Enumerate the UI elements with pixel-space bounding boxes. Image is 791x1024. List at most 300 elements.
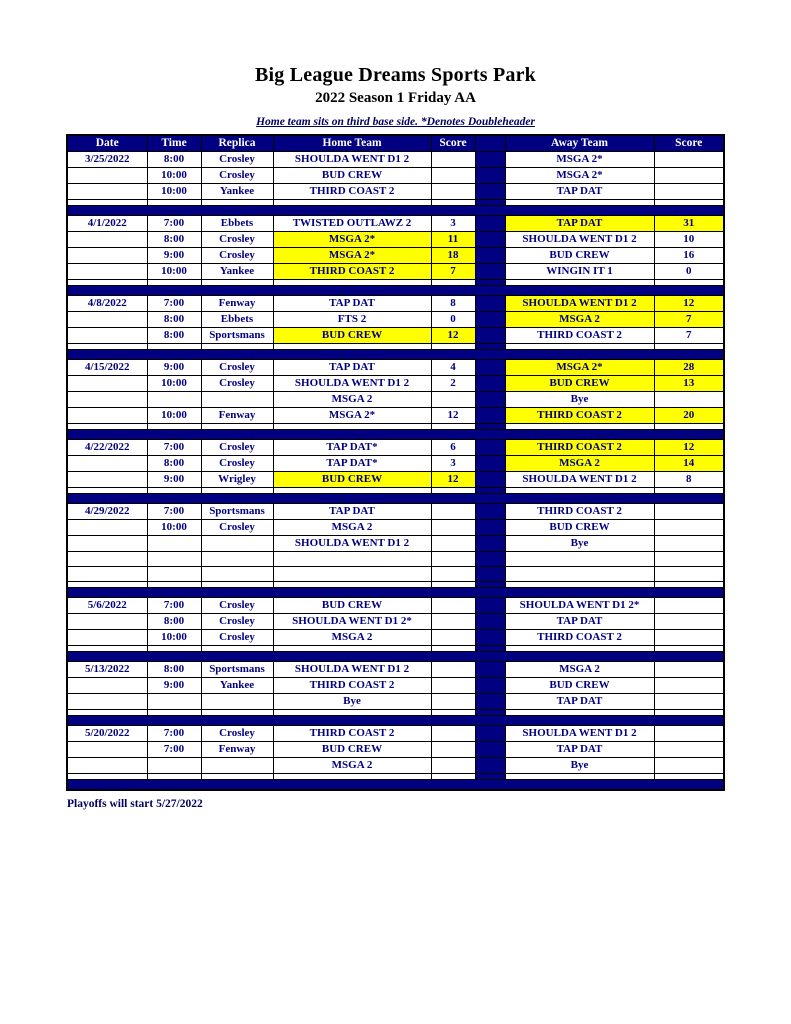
away-team-cell: Bye [505,536,654,552]
time-cell: 10:00 [147,630,201,646]
away-team-cell: BUD CREW [505,520,654,536]
away-score-cell: 7 [654,312,724,328]
replica-cell: Crosley [201,152,273,168]
replica-cell: Ebbets [201,312,273,328]
away-team-cell [505,552,654,567]
home-team-cell: SHOULDA WENT D1 2 [273,376,431,392]
date-cell [67,614,147,630]
time-cell: 8:00 [147,328,201,344]
game-row [67,504,724,520]
away-team-cell: Bye [505,392,654,408]
game-row [67,360,724,376]
vs-cell: vs [475,504,505,520]
away-score-cell [654,552,724,567]
separator-bar [67,588,724,598]
home-team-cell: FTS 2 [273,312,431,328]
home-score-cell: 6 [431,440,475,456]
vs-cell: vs [475,742,505,758]
bar-row [67,716,724,726]
game-row [67,376,724,392]
date-cell [67,248,147,264]
away-score-cell: 12 [654,440,724,456]
date-cell [67,232,147,248]
time-cell: 8:00 [147,312,201,328]
replica-cell [201,758,273,774]
home-team-cell: BUD CREW [273,168,431,184]
bar-row [67,350,724,360]
time-cell: 9:00 [147,248,201,264]
vs-cell: vs [475,726,505,742]
date-cell [67,328,147,344]
replica-cell: Sportsmans [201,504,273,520]
date-cell [67,536,147,552]
home-score-cell: 2 [431,376,475,392]
replica-cell: Crosley [201,168,273,184]
vs-cell: vs [475,328,505,344]
vs-cell: vs [475,248,505,264]
time-cell: 8:00 [147,456,201,472]
home-score-cell [431,536,475,552]
away-team-cell: MSGA 2* [505,152,654,168]
away-score-cell [654,662,724,678]
time-cell: 8:00 [147,614,201,630]
home-score-cell: 0 [431,312,475,328]
time-cell: 9:00 [147,472,201,488]
date-cell: 4/29/2022 [67,504,147,520]
date-cell [67,678,147,694]
game-row [67,216,724,232]
date-cell: 4/1/2022 [67,216,147,232]
away-score-cell [654,536,724,552]
time-cell: 10:00 [147,376,201,392]
replica-cell: Crosley [201,726,273,742]
away-score-cell [654,520,724,536]
bar-row [67,286,724,296]
replica-cell [201,567,273,582]
home-team-cell: MSGA 2 [273,630,431,646]
game-row [67,758,724,774]
away-score-cell: 20 [654,408,724,424]
away-score-cell: 7 [654,328,724,344]
home-team-cell: MSGA 2 [273,520,431,536]
home-team-cell: SHOULDA WENT D1 2* [273,614,431,630]
vs-cell [475,567,505,582]
away-team-cell: THIRD COAST 2 [505,630,654,646]
schedule-note: Home team sits on third base side. *Denotes Doubleheader [256,116,535,128]
away-team-cell: THIRD COAST 2 [505,408,654,424]
bar-row [67,588,724,598]
vs-cell: vs [475,376,505,392]
replica-cell: Crosley [201,520,273,536]
replica-cell: Sportsmans [201,662,273,678]
away-team-cell: TAP DAT [505,184,654,200]
away-team-cell: SHOULDA WENT D1 2 [505,726,654,742]
date-cell [67,168,147,184]
page-subtitle: 2022 Season 1 Friday AA [315,90,476,106]
away-team-cell: SHOULDA WENT D1 2 [505,232,654,248]
home-score-cell [431,392,475,408]
home-team-cell: MSGA 2* [273,408,431,424]
date-cell [67,552,147,567]
game-row [67,312,724,328]
time-cell: 7:00 [147,742,201,758]
replica-cell: Crosley [201,630,273,646]
game-row [67,456,724,472]
replica-cell [201,536,273,552]
home-team-cell: TAP DAT [273,360,431,376]
time-cell: 10:00 [147,520,201,536]
home-score-cell [431,694,475,710]
col-header-time: Time [147,135,201,152]
time-cell: 7:00 [147,598,201,614]
replica-cell: Crosley [201,614,273,630]
home-team-cell: TAP DAT* [273,456,431,472]
home-score-cell [431,184,475,200]
date-cell: 5/13/2022 [67,662,147,678]
game-row [67,598,724,614]
vs-cell: vs [475,630,505,646]
separator-bar [67,206,724,216]
game-row [67,694,724,710]
away-score-cell [654,567,724,582]
away-team-cell: MSGA 2* [505,360,654,376]
home-team-cell: MSGA 2* [273,232,431,248]
vs-cell: vs [475,264,505,280]
away-team-cell: SHOULDA WENT D1 2* [505,598,654,614]
date-cell [67,456,147,472]
away-score-cell [654,168,724,184]
away-score-cell [654,726,724,742]
game-row [67,726,724,742]
game-row [67,296,724,312]
away-score-cell: 13 [654,376,724,392]
date-cell [67,408,147,424]
separator-bar [67,430,724,440]
game-row [67,264,724,280]
home-score-cell [431,152,475,168]
vs-cell: vs [475,614,505,630]
game-row [67,184,724,200]
away-score-cell [654,758,724,774]
date-cell [67,758,147,774]
away-score-cell [654,694,724,710]
away-team-cell: TAP DAT [505,216,654,232]
home-team-cell: MSGA 2 [273,758,431,774]
time-cell [147,536,201,552]
home-team-cell: MSGA 2* [273,248,431,264]
vs-cell: vs [475,408,505,424]
home-team-cell: THIRD COAST 2 [273,678,431,694]
home-team-cell: BUD CREW [273,328,431,344]
home-score-cell [431,630,475,646]
empty-row [67,552,724,567]
away-team-cell: MSGA 2 [505,456,654,472]
home-team-cell: TAP DAT [273,504,431,520]
home-score-cell [431,662,475,678]
replica-cell: Fenway [201,296,273,312]
away-team-cell [505,567,654,582]
home-team-cell: Bye [273,694,431,710]
date-cell: 5/20/2022 [67,726,147,742]
game-row [67,678,724,694]
col-header-away-score: Score [654,135,724,152]
date-cell [67,392,147,408]
date-cell [67,312,147,328]
away-team-cell: TAP DAT [505,614,654,630]
home-score-cell: 8 [431,296,475,312]
home-score-cell [431,504,475,520]
time-cell: 9:00 [147,360,201,376]
col-header-away-team: Away Team [505,135,654,152]
home-team-cell: THIRD COAST 2 [273,726,431,742]
home-score-cell [431,614,475,630]
away-team-cell: MSGA 2 [505,312,654,328]
game-row [67,520,724,536]
vs-cell: vs [475,216,505,232]
date-cell [67,264,147,280]
away-score-cell: 16 [654,248,724,264]
vs-cell: vs [475,472,505,488]
away-team-cell: THIRD COAST 2 [505,504,654,520]
date-cell [67,694,147,710]
home-score-cell: 12 [431,328,475,344]
time-cell: 7:00 [147,216,201,232]
replica-cell: Yankee [201,678,273,694]
away-team-cell: SHOULDA WENT D1 2 [505,296,654,312]
away-team-cell: MSGA 2* [505,168,654,184]
col-header-vs [475,135,505,152]
separator-bar [67,494,724,504]
vs-cell: vs [475,232,505,248]
col-header-date: Date [67,135,147,152]
away-team-cell: TAP DAT [505,694,654,710]
vs-cell: vs [475,758,505,774]
away-team-cell: WINGIN IT 1 [505,264,654,280]
vs-cell: vs [475,536,505,552]
time-cell: 10:00 [147,168,201,184]
home-score-cell [431,678,475,694]
game-row [67,742,724,758]
home-score-cell [431,567,475,582]
game-row [67,392,724,408]
time-cell [147,758,201,774]
home-team-cell: MSGA 2 [273,392,431,408]
bar-row [67,430,724,440]
time-cell: 8:00 [147,152,201,168]
game-row [67,614,724,630]
bar-row [67,652,724,662]
date-cell [67,630,147,646]
replica-cell: Ebbets [201,216,273,232]
home-score-cell: 3 [431,456,475,472]
vs-cell: vs [475,662,505,678]
vs-cell: vs [475,598,505,614]
vs-cell: vs [475,168,505,184]
date-cell: 5/6/2022 [67,598,147,614]
vs-cell: vs [475,152,505,168]
separator-bar [67,350,724,360]
game-row [67,472,724,488]
home-team-cell [273,567,431,582]
home-team-cell: SHOULDA WENT D1 2 [273,662,431,678]
replica-cell: Crosley [201,248,273,264]
bar-row [67,494,724,504]
away-score-cell: 28 [654,360,724,376]
home-score-cell: 18 [431,248,475,264]
away-score-cell: 10 [654,232,724,248]
away-score-cell: 31 [654,216,724,232]
time-cell [147,552,201,567]
game-row [67,328,724,344]
away-team-cell: BUD CREW [505,376,654,392]
date-cell [67,376,147,392]
home-team-cell: SHOULDA WENT D1 2 [273,152,431,168]
date-cell [67,567,147,582]
home-team-cell [273,552,431,567]
home-score-cell [431,520,475,536]
playoffs-note: Playoffs will start 5/27/2022 [67,797,203,810]
game-row [67,168,724,184]
home-team-cell: TAP DAT [273,296,431,312]
replica-cell: Crosley [201,360,273,376]
away-score-cell [654,630,724,646]
date-cell: 4/15/2022 [67,360,147,376]
home-score-cell [431,598,475,614]
home-score-cell: 12 [431,472,475,488]
bar-row [67,206,724,216]
replica-cell: Crosley [201,376,273,392]
bar-row [67,780,724,790]
replica-cell: Yankee [201,184,273,200]
time-cell: 8:00 [147,662,201,678]
vs-cell: vs [475,296,505,312]
away-team-cell: BUD CREW [505,678,654,694]
time-cell: 7:00 [147,504,201,520]
replica-cell [201,552,273,567]
time-cell: 8:00 [147,232,201,248]
away-score-cell [654,392,724,408]
vs-cell: vs [475,520,505,536]
game-row [67,440,724,456]
home-score-cell: 3 [431,216,475,232]
game-row [67,152,724,168]
vs-cell: vs [475,312,505,328]
away-score-cell [654,598,724,614]
table-header-row [67,135,724,152]
time-cell: 10:00 [147,408,201,424]
home-score-cell [431,758,475,774]
away-team-cell: THIRD COAST 2 [505,440,654,456]
home-team-cell: BUD CREW [273,742,431,758]
home-team-cell: THIRD COAST 2 [273,184,431,200]
home-team-cell: SHOULDA WENT D1 2 [273,536,431,552]
replica-cell: Wrigley [201,472,273,488]
empty-row [67,567,724,582]
separator-bar [67,780,724,790]
date-cell: 3/25/2022 [67,152,147,168]
replica-cell: Crosley [201,598,273,614]
separator-bar [67,286,724,296]
game-row [67,536,724,552]
home-score-cell [431,552,475,567]
separator-bar [67,716,724,726]
col-header-replica: Replica [201,135,273,152]
away-score-cell [654,184,724,200]
home-score-cell: 12 [431,408,475,424]
replica-cell: Fenway [201,408,273,424]
away-team-cell: Bye [505,758,654,774]
away-team-cell: SHOULDA WENT D1 2 [505,472,654,488]
vs-cell [475,552,505,567]
date-cell [67,742,147,758]
date-cell [67,520,147,536]
away-score-cell [654,504,724,520]
replica-cell: Crosley [201,440,273,456]
vs-cell: vs [475,456,505,472]
home-team-cell: TAP DAT* [273,440,431,456]
home-team-cell: THIRD COAST 2 [273,264,431,280]
away-score-cell [654,614,724,630]
time-cell [147,694,201,710]
time-cell: 9:00 [147,678,201,694]
vs-cell: vs [475,678,505,694]
vs-cell: vs [475,392,505,408]
home-score-cell [431,726,475,742]
home-score-cell [431,742,475,758]
schedule-table [66,134,725,791]
away-score-cell: 14 [654,456,724,472]
game-row [67,408,724,424]
time-cell: 10:00 [147,264,201,280]
away-score-cell: 8 [654,472,724,488]
replica-cell: Fenway [201,742,273,758]
away-team-cell: BUD CREW [505,248,654,264]
time-cell: 7:00 [147,726,201,742]
home-score-cell [431,168,475,184]
replica-cell: Crosley [201,232,273,248]
home-score-cell: 4 [431,360,475,376]
home-score-cell: 7 [431,264,475,280]
page-title: Big League Dreams Sports Park [255,64,536,86]
replica-cell: Yankee [201,264,273,280]
game-row [67,248,724,264]
away-score-cell [654,678,724,694]
replica-cell: Sportsmans [201,328,273,344]
vs-cell: vs [475,440,505,456]
replica-cell [201,694,273,710]
away-team-cell: THIRD COAST 2 [505,328,654,344]
replica-cell: Crosley [201,456,273,472]
col-header-home-team: Home Team [273,135,431,152]
time-cell [147,392,201,408]
home-score-cell: 11 [431,232,475,248]
home-team-cell: BUD CREW [273,598,431,614]
away-team-cell: TAP DAT [505,742,654,758]
away-score-cell: 0 [654,264,724,280]
away-score-cell: 12 [654,296,724,312]
separator-bar [67,652,724,662]
footer-area [67,798,724,810]
away-score-cell [654,742,724,758]
date-cell [67,472,147,488]
time-cell: 10:00 [147,184,201,200]
schedule-table-body [67,152,724,790]
game-row [67,232,724,248]
game-row [67,662,724,678]
vs-cell: vs [475,694,505,710]
home-team-cell: TWISTED OUTLAWZ 2 [273,216,431,232]
time-cell [147,567,201,582]
